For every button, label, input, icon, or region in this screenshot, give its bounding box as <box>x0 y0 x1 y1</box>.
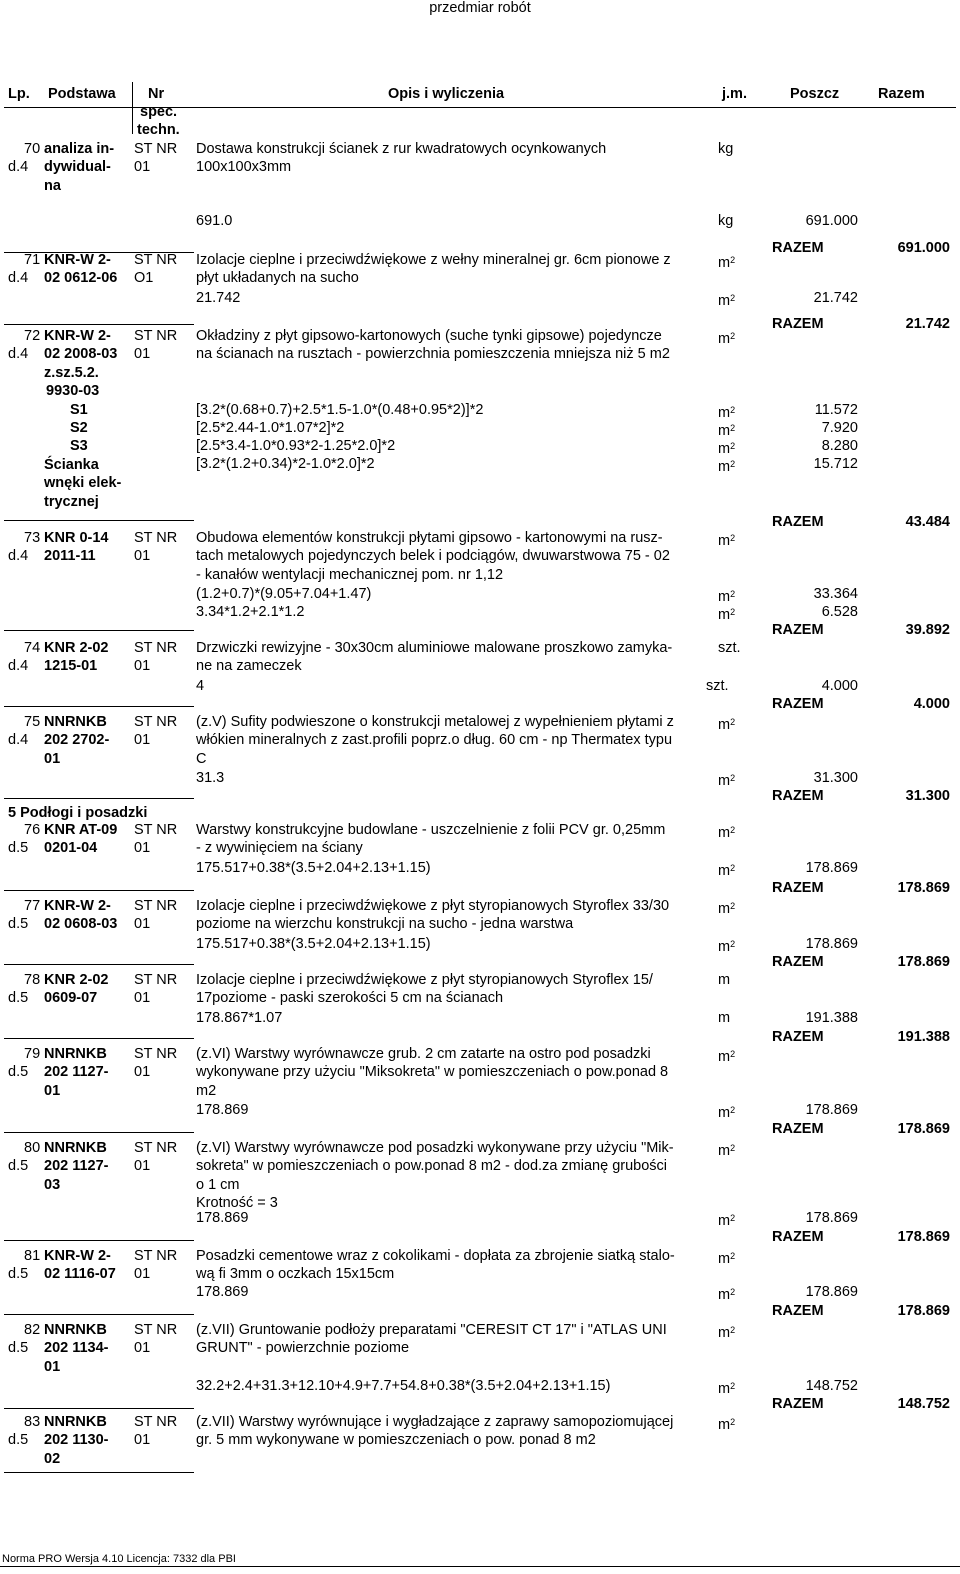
item-description: Izolacje cieplne i przeciwdźwiękowe z płyt styropianowych Styroflex 15/ <box>196 972 653 988</box>
item-lp: d.5 <box>8 990 29 1007</box>
item-lp: d.4 <box>8 658 29 675</box>
item-description: włókien mineralnych z zast.profili poprz.o dług. 60 cm - np Thermatex typu <box>196 732 673 749</box>
razem-value: 21.742 <box>905 316 950 332</box>
razem-value: 178.869 <box>897 1303 950 1319</box>
item-description: (z.V) Sufity podwieszone o konstrukcji metalowej z wypełnieniem płytami z <box>196 714 674 730</box>
item-lp: d.4 <box>8 346 29 363</box>
calc-expression: 175.517+0.38*(3.5+2.04+2.13+1.15) <box>196 936 431 952</box>
item-unit: $m^2$ <box>718 1417 736 1433</box>
razem-label: RAZEM <box>772 788 824 804</box>
item-spec: ST NR <box>134 640 178 656</box>
item-spec: ST NR <box>134 530 178 546</box>
calc-value: 8.280 <box>821 438 858 454</box>
calc-value: 178.869 <box>805 860 858 876</box>
item-description: gr. 5 mm wykonywane w pomieszczeniach o pow. ponad 8 m2 <box>196 1432 596 1449</box>
item-description: Posadzki cementowe wraz z cokolikami - dopłata za zbrojenie siatką stalo- <box>196 1248 675 1264</box>
razem-value: 39.892 <box>905 622 950 638</box>
item-basis: wnęki elek- <box>44 475 122 492</box>
razem-label: RAZEM <box>772 240 824 256</box>
item-spec: 01 <box>134 346 151 363</box>
item-unit: $m^2$ <box>718 331 736 347</box>
item-basis: 02 2008-03 <box>44 346 118 363</box>
razem-value: 4.000 <box>913 696 950 712</box>
calc-expression: 31.3 <box>196 770 225 786</box>
calc-value: 178.869 <box>805 1210 858 1226</box>
item-basis: 202 2702- <box>44 732 110 749</box>
item-spec: 01 <box>134 1432 151 1449</box>
item-basis: NNRNKB <box>44 1414 107 1430</box>
calc-expression: 4 <box>196 678 205 694</box>
item-description: Dostawa konstrukcji ścianek z rur kwadratowych ocynkowanych <box>196 141 607 157</box>
calc-expression: 3.34*1.2+2.1*1.2 <box>196 604 305 620</box>
razem-label: RAZEM <box>772 622 824 638</box>
item-spec: ST NR <box>134 972 178 988</box>
calc-expression: [2.5*3.4-1.0*0.93*2-1.25*2.0]*2 <box>196 438 396 454</box>
item-description: Warstwy konstrukcyjne budowlane - uszczelnienie z folii PCV gr. 0,25mm <box>196 822 666 838</box>
row-separator <box>4 1240 194 1241</box>
col-spec: spec. <box>140 104 178 120</box>
calc-unit: $m^2$ <box>718 607 736 623</box>
item-spec: 01 <box>134 916 151 933</box>
col-nr: Nr <box>148 86 165 102</box>
calc-unit: $m^2$ <box>718 773 736 789</box>
item-lp: d.5 <box>8 1432 29 1449</box>
calc-value: 691.000 <box>805 213 858 229</box>
calc-expression: 178.867*1.07 <box>196 1010 283 1026</box>
item-description: wą fi 3mm o oczkach 15x15cm <box>196 1266 395 1283</box>
item-basis: 202 1130- <box>44 1432 109 1449</box>
razem-label: RAZEM <box>772 1396 824 1412</box>
row-separator <box>4 1408 194 1409</box>
row-separator <box>4 706 194 707</box>
razem-value: 148.752 <box>897 1396 950 1412</box>
calc-value: 178.869 <box>805 936 858 952</box>
item-lp: d.4 <box>8 159 29 176</box>
item-lp: 77 <box>24 898 41 914</box>
row-separator <box>4 324 194 325</box>
item-basis: analiza in- <box>44 141 115 157</box>
calc-value: 11.572 <box>814 402 858 418</box>
col-techn: techn. <box>137 122 180 138</box>
item-basis: NNRNKB <box>44 1322 107 1338</box>
item-unit: $m^2$ <box>718 825 736 841</box>
calc-unit: $m^2$ <box>718 939 736 955</box>
item-spec: 01 <box>134 732 151 749</box>
item-lp: d.4 <box>8 732 29 749</box>
row-separator <box>4 1472 194 1473</box>
section-header: 5 Podłogi i posadzki <box>8 805 148 821</box>
item-spec: 01 <box>134 548 151 565</box>
calc-unit: $m^2$ <box>718 1381 736 1397</box>
item-description: - kanałów wentylacji mechanicznej pom. nr 1,12 <box>196 566 504 583</box>
item-description: Okładziny z płyt gipsowo-kartonowych (suche tynki gipsowe) pojedyncze <box>196 328 662 344</box>
calc-value: 178.869 <box>805 1284 858 1300</box>
item-unit: kg <box>718 141 734 157</box>
item-lp: 83 <box>24 1414 41 1430</box>
item-lp: d.5 <box>8 1266 29 1283</box>
item-description: tach metalowych pojedynczych belek i podciągów, dwuwarstwowa 75 - 02 <box>196 548 670 565</box>
item-description: o 1 cm <box>196 1176 240 1193</box>
item-lp: d.4 <box>8 548 29 565</box>
calc-unit: $m^2$ <box>718 1287 736 1303</box>
item-basis: KNR-W 2- <box>44 898 111 914</box>
item-lp: d.5 <box>8 840 29 857</box>
calc-unit: $m^2$ <box>718 1213 736 1229</box>
item-basis: 202 1134- <box>44 1340 109 1357</box>
item-unit: $m^2$ <box>718 901 736 917</box>
item-lp: d.5 <box>8 1158 29 1175</box>
item-description: płyt układanych na sucho <box>196 270 359 287</box>
razem-label: RAZEM <box>772 954 824 970</box>
calc-unit: $m^2$ <box>718 589 736 605</box>
col-opis: Opis i wyliczenia <box>388 86 505 102</box>
item-description: GRUNT" - powierzchnie poziome <box>196 1340 410 1357</box>
item-spec: ST NR <box>134 1414 178 1430</box>
item-lp: d.4 <box>8 270 29 287</box>
row-separator <box>4 1314 194 1315</box>
item-description: (z.VI) Warstwy wyrównawcze pod posadzki wykonywane przy użyciu "Mik- <box>196 1140 674 1156</box>
item-lp: 79 <box>24 1046 41 1062</box>
calc-value: 31.300 <box>813 770 858 786</box>
item-basis: KNR-W 2- <box>44 252 111 268</box>
item-lp: 78 <box>24 972 41 988</box>
col-poszcz: Poszcz <box>790 86 840 102</box>
item-basis: 0609-07 <box>44 990 98 1007</box>
item-basis: na <box>44 177 61 194</box>
item-basis: 202 1127- <box>44 1064 109 1081</box>
row-separator <box>4 1132 194 1133</box>
item-basis: 202 1127- <box>44 1158 109 1175</box>
calc-value: 178.869 <box>805 1102 858 1118</box>
item-description: m2 <box>196 1082 217 1099</box>
razem-label: RAZEM <box>772 316 824 332</box>
calc-value: 15.712 <box>813 456 858 472</box>
item-basis: 0201-04 <box>44 840 98 857</box>
calc-unit: kg <box>718 213 734 229</box>
item-lp: 72 <box>24 328 41 344</box>
item-basis: S2 <box>70 420 88 436</box>
razem-label: RAZEM <box>772 1229 824 1245</box>
item-basis: S3 <box>70 438 88 455</box>
item-description: Drzwiczki rewizyjne - 30x30cm aluminiowe malowane proszkowo zamyka- <box>196 640 673 656</box>
row-separator <box>4 630 194 631</box>
razem-label: RAZEM <box>772 514 824 530</box>
calc-expression: [3.2*(0.68+0.7)+2.5*1.5-1.0*(0.48+0.95*2)]*2 <box>196 402 484 418</box>
razem-value: 31.300 <box>905 788 950 804</box>
item-spec: ST NR <box>134 1248 178 1264</box>
calc-expression: [2.5*2.44-1.0*1.07*2]*2 <box>196 420 345 436</box>
item-description: Obudowa elementów konstrukcji płytami gipsowo - kartonowymi na rusz- <box>196 530 663 546</box>
item-spec: ST NR <box>134 328 178 344</box>
calc-unit: $m^2$ <box>718 1105 736 1121</box>
row-separator <box>4 964 194 965</box>
item-spec: ST NR <box>134 141 178 157</box>
item-basis: NNRNKB <box>44 1140 107 1156</box>
item-basis: KNR 2-02 <box>44 972 109 988</box>
item-lp: 73 <box>24 530 41 546</box>
calc-unit: $m^2$ <box>718 459 736 475</box>
calc-unit: $m^2$ <box>718 405 736 421</box>
item-spec: 01 <box>134 1266 151 1283</box>
calc-expression: 178.869 <box>196 1102 249 1118</box>
calc-value: 191.388 <box>805 1010 858 1026</box>
item-description: 100x100x3mm <box>196 159 292 176</box>
calc-value: 33.364 <box>813 586 858 602</box>
calc-expression: (1.2+0.7)*(9.05+7.04+1.47) <box>196 586 372 602</box>
razem-label: RAZEM <box>772 696 824 712</box>
item-spec: ST NR <box>134 714 178 730</box>
footer-rule <box>0 1566 960 1567</box>
row-separator <box>4 520 194 521</box>
item-description: - z wywinięciem na ściany <box>196 840 363 857</box>
item-description: wykonywane przy użyciu "Miksokreta" w pomieszczeniach o pow.ponad 8 <box>196 1064 669 1081</box>
calc-value: 148.752 <box>805 1378 858 1394</box>
item-unit: $m^2$ <box>718 533 736 549</box>
item-lp: 80 <box>24 1140 41 1156</box>
item-spec: ST NR <box>134 822 178 838</box>
item-basis: trycznej <box>44 493 99 510</box>
razem-value: 178.869 <box>897 1121 950 1137</box>
calc-unit: $m^2$ <box>718 863 736 879</box>
header-divider <box>132 82 133 134</box>
calc-expression: 691.0 <box>196 213 233 229</box>
razem-label: RAZEM <box>772 1303 824 1319</box>
item-unit: m <box>718 972 731 988</box>
item-spec: 01 <box>134 159 151 176</box>
calc-value: 6.528 <box>821 604 858 620</box>
item-lp: 75 <box>24 714 41 730</box>
page-header: przedmiar robót <box>429 0 531 16</box>
calc-unit: szt. <box>706 678 729 694</box>
calc-value: 21.742 <box>813 290 858 306</box>
item-basis: S1 <box>70 401 88 418</box>
item-description: poziome na wierzchu konstrukcji na sucho - jedna warstwa <box>196 916 574 933</box>
calc-value: 7.920 <box>821 420 858 436</box>
item-basis: NNRNKB <box>44 1046 107 1062</box>
item-unit: $m^2$ <box>718 1251 736 1267</box>
item-basis: 01 <box>44 1082 61 1099</box>
header-rule <box>4 107 956 108</box>
item-spec: 01 <box>134 1340 151 1357</box>
col-lp: Lp. <box>8 86 30 102</box>
calc-unit: $m^2$ <box>718 423 736 439</box>
item-basis: 2011-11 <box>44 548 96 565</box>
page-footer: Norma PRO Wersja 4.10 Licencja: 7332 dla PBI <box>2 1553 236 1565</box>
item-unit: $m^2$ <box>718 1325 736 1341</box>
calc-expression: 178.869 <box>196 1284 249 1300</box>
item-basis: NNRNKB <box>44 714 107 730</box>
col-podstawa: Podstawa <box>48 86 116 102</box>
item-description: Izolacje cieplne i przeciwdźwiękowe z płyt styropianowych Styroflex 33/30 <box>196 898 670 914</box>
razem-label: RAZEM <box>772 1121 824 1137</box>
item-description: (z.VII) Warstwy wyrównujące i wygładzające z zaprawy samopoziomującej <box>196 1414 674 1430</box>
item-spec: 01 <box>134 1064 151 1081</box>
item-basis: 02 1116-07 <box>44 1266 116 1283</box>
item-description: Izolacje cieplne i przeciwdźwiękowe z wełny mineralnej gr. 6cm pionowe z <box>196 252 671 268</box>
row-separator <box>4 890 194 891</box>
razem-value: 191.388 <box>897 1029 950 1045</box>
col-jm: j.m. <box>722 86 747 102</box>
item-description: Krotność = 3 <box>196 1195 278 1212</box>
calc-expression: 175.517+0.38*(3.5+2.04+2.13+1.15) <box>196 860 431 876</box>
calc-expression: [3.2*(1.2+0.34)*2-1.0*2.0]*2 <box>196 456 375 472</box>
item-basis: KNR 0-14 <box>44 530 109 546</box>
item-basis: 9930-03 <box>46 383 100 400</box>
item-description: (z.VII) Gruntowanie podłoży preparatami "CERESIT CT 17" i "ATLAS UNI <box>196 1322 667 1338</box>
item-description: na ścianach na rusztach - powierzchnia pomieszczenia mniejsza niż 5 m2 <box>196 346 670 363</box>
calc-unit: $m^2$ <box>718 441 736 457</box>
calc-unit: m <box>718 1010 731 1026</box>
calc-expression: 178.869 <box>196 1210 249 1226</box>
item-basis: KNR-W 2- <box>44 1248 111 1264</box>
item-lp: d.5 <box>8 916 29 933</box>
item-basis: 03 <box>44 1176 61 1193</box>
item-spec: 01 <box>134 1158 151 1175</box>
item-basis: 02 0608-03 <box>44 916 118 933</box>
row-separator <box>4 798 194 799</box>
item-unit: $m^2$ <box>718 717 736 733</box>
item-description: 17poziome - paski szerokości 5 cm na ścianach <box>196 990 504 1007</box>
item-lp: d.5 <box>8 1064 29 1081</box>
row-separator <box>4 1038 194 1039</box>
item-basis: KNR AT-09 <box>44 822 118 838</box>
item-unit: $m^2$ <box>718 255 736 271</box>
item-lp: d.5 <box>8 1340 29 1357</box>
item-description: (z.VI) Warstwy wyrównawcze grub. 2 cm zatarte na ostro pod posadzki <box>196 1046 651 1062</box>
item-basis: KNR 2-02 <box>44 640 109 656</box>
item-lp: 74 <box>24 640 41 656</box>
item-lp: 82 <box>24 1322 41 1338</box>
item-basis: 01 <box>44 1358 61 1375</box>
item-basis: KNR-W 2- <box>44 328 111 344</box>
item-unit: $m^2$ <box>718 1049 736 1065</box>
calc-expression: 32.2+2.4+31.3+12.10+4.9+7.7+54.8+0.38*(3.5+2.04+2.13+1.15) <box>196 1378 611 1394</box>
razem-value: 43.484 <box>905 514 950 530</box>
item-lp: 70 <box>24 141 41 157</box>
razem-label: RAZEM <box>772 1029 824 1045</box>
calc-value: 4.000 <box>821 678 858 694</box>
item-spec: ST NR <box>134 1140 178 1156</box>
razem-value: 691.000 <box>897 240 950 256</box>
razem-label: RAZEM <box>772 880 824 896</box>
item-spec: 01 <box>134 990 151 1007</box>
item-basis: 01 <box>44 750 61 767</box>
razem-value: 178.869 <box>897 1229 950 1245</box>
item-spec: 01 <box>134 658 151 675</box>
item-spec: ST NR <box>134 898 178 914</box>
calc-expression: 21.742 <box>196 290 241 306</box>
item-basis: 02 0612-06 <box>44 270 118 287</box>
item-spec: O1 <box>134 270 154 287</box>
item-spec: 01 <box>134 840 151 857</box>
razem-value: 178.869 <box>897 880 950 896</box>
item-spec: ST NR <box>134 1046 178 1062</box>
item-basis: 1215-01 <box>44 658 98 675</box>
item-description: sokreta" w pomieszczeniach o pow.ponad 8 m2 - dod.za zmianę grubości <box>196 1158 668 1175</box>
item-lp: 71 <box>24 252 41 268</box>
razem-value: 178.869 <box>897 954 950 970</box>
col-razem: Razem <box>878 86 925 102</box>
item-unit: szt. <box>718 640 741 656</box>
item-spec: ST NR <box>134 252 178 268</box>
item-unit: $m^2$ <box>718 1143 736 1159</box>
item-description: C <box>196 750 207 767</box>
item-lp: 76 <box>24 822 41 838</box>
item-basis: Ścianka <box>44 456 99 473</box>
item-description: ne na zameczek <box>196 658 302 675</box>
item-basis: 02 <box>44 1450 61 1467</box>
item-lp: 81 <box>24 1248 41 1264</box>
item-basis: dywidual- <box>44 159 111 176</box>
item-spec: ST NR <box>134 1322 178 1338</box>
calc-unit: $m^2$ <box>718 293 736 309</box>
item-basis: z.sz.5.2. <box>44 364 99 381</box>
